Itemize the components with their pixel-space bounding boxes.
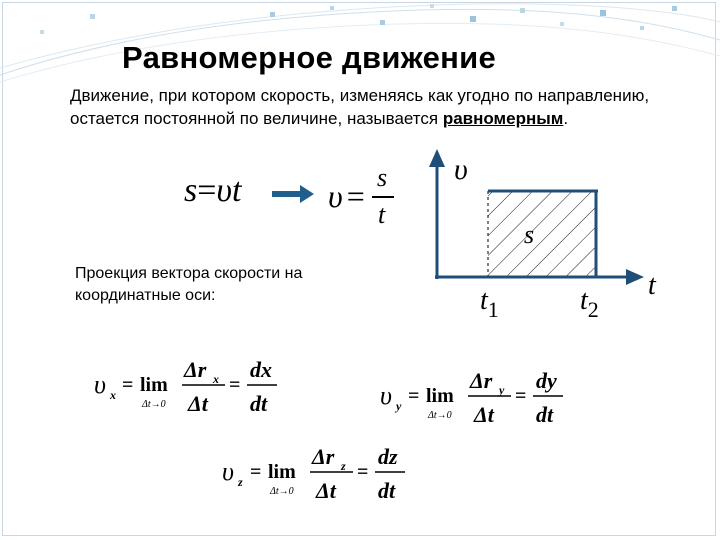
numerator-delta-r: Δr (312, 444, 335, 469)
formula-velocity-numerator: s (377, 163, 388, 192)
lim-subscript: Δt→0 (142, 399, 166, 410)
symbol-equals: = (408, 385, 420, 407)
symbol-equals: = (346, 178, 365, 214)
projection-text: Проекция вектора скорости на координатные оси: (75, 265, 303, 304)
denominator-delta-t: Δt (316, 478, 336, 503)
definition-body: Движение, при котором скорость, изменяясь как угодно по направлению, остается постоянной по величине, называется (70, 86, 650, 128)
subscript-z: z (238, 475, 243, 489)
t1-label: $t_1$ (480, 285, 499, 322)
numerator-subscript: x (213, 372, 219, 386)
symbol-s: s (184, 172, 198, 209)
subscript-y: y (396, 399, 402, 413)
lim-subscript: Δt→0 (428, 410, 452, 421)
formula-vy (378, 366, 578, 428)
x-axis-label: t (648, 270, 656, 301)
lim-operator: lim (268, 461, 296, 483)
formula-distance (184, 172, 241, 210)
numerator-delta-r: Δr (184, 357, 207, 382)
symbol-equals: = (197, 172, 217, 209)
symbol-velocity: υ (94, 370, 106, 399)
x-axis-arrow-icon (626, 269, 644, 285)
implies-arrow-icon (270, 183, 318, 205)
symbol-velocity: υ (216, 172, 233, 209)
definition-end: . (563, 109, 569, 128)
numerator-subscript: y (499, 383, 505, 397)
derivative-numerator: dx (250, 357, 272, 382)
denominator-delta-t: Δt (474, 402, 494, 427)
formula-vx (92, 355, 292, 417)
derivative-numerator: dz (378, 444, 398, 469)
lim-operator: lim (426, 385, 454, 407)
derivative-denominator: dt (378, 478, 396, 503)
formula-velocity-denominator: t (378, 200, 386, 229)
slide-title: Равномерное движение (122, 40, 497, 75)
fraction-bar (372, 196, 394, 198)
lim-operator: lim (140, 374, 168, 396)
t2-label: $t_2$ (580, 285, 599, 322)
symbol-equals: = (357, 461, 369, 483)
derivative-denominator: dt (536, 402, 554, 427)
symbol-equals: = (515, 385, 527, 407)
derivative-denominator: dt (250, 391, 268, 416)
y-axis-label: υ (454, 153, 468, 186)
symbol-equals: = (250, 461, 262, 483)
symbol-velocity: υ (222, 457, 234, 486)
definition-text (70, 84, 670, 130)
velocity-time-graph (420, 145, 670, 335)
symbol-velocity: υ (380, 381, 392, 410)
definition-term: равномерным (442, 109, 564, 128)
formula-vz (220, 442, 420, 504)
lim-subscript: Δt→0 (270, 486, 294, 497)
area-label: s (524, 220, 535, 249)
symbol-equals: = (229, 374, 241, 396)
subscript-x: x (110, 388, 116, 402)
symbol-t: t (232, 172, 242, 209)
symbol-velocity: υ (328, 178, 343, 214)
symbol-equals: = (122, 374, 134, 396)
formula-velocity-lhs (328, 178, 365, 215)
y-axis-arrow-icon (429, 149, 445, 167)
numerator-subscript: z (341, 459, 346, 473)
area-under-curve (488, 191, 596, 277)
derivative-numerator: dy (536, 368, 557, 393)
numerator-delta-r: Δr (470, 368, 493, 393)
denominator-delta-t: Δt (188, 391, 208, 416)
